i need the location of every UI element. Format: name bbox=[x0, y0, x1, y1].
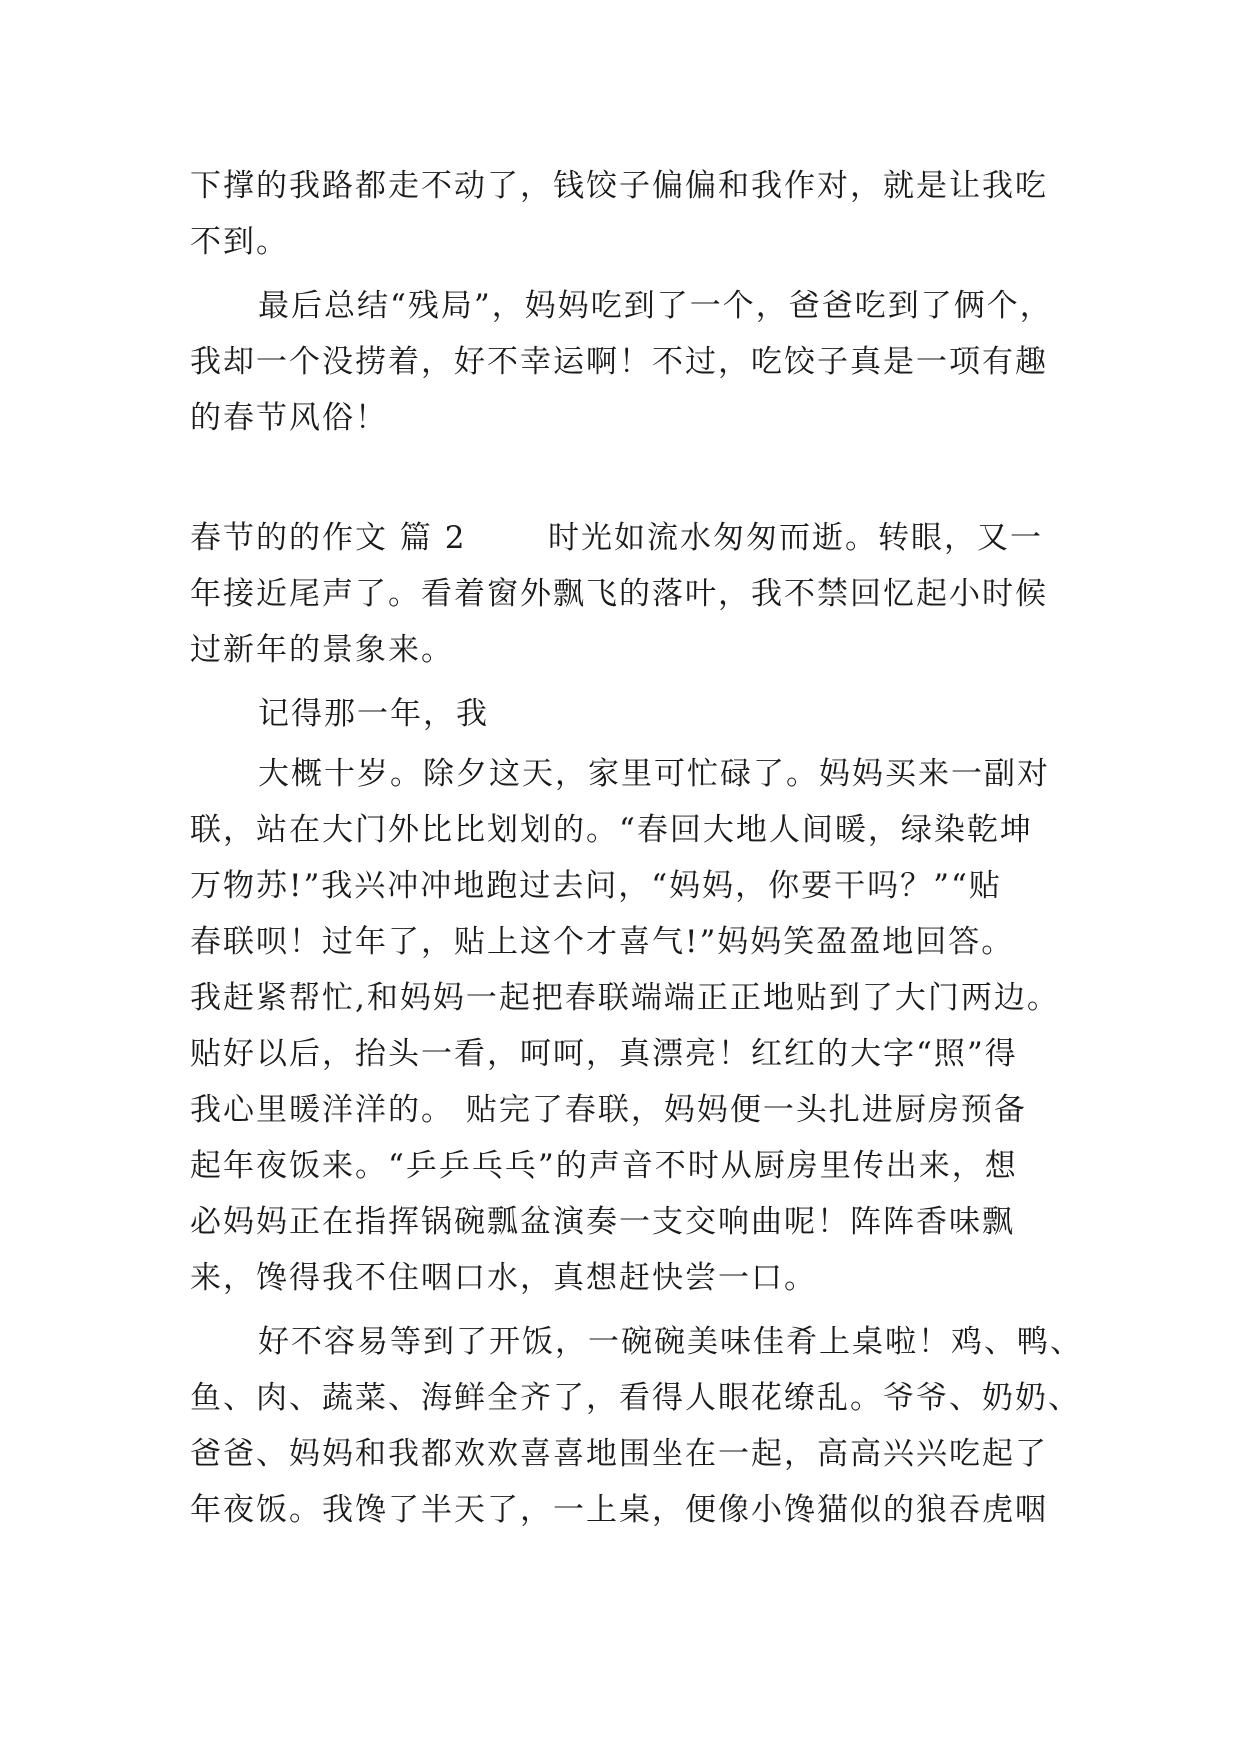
paragraph-start-line: 最后总结“残局”，妈妈吃到了一个，爸爸吃到了俩个， bbox=[258, 288, 1053, 324]
text-line: 下撑的我路都走不动了，钱饺子偏偏和我作对，就是让我吃 bbox=[190, 168, 1048, 204]
text-line: 的春节风俗！ bbox=[190, 400, 388, 436]
text-line: 鱼、肉、蔬菜、海鲜全齐了，看得人眼花缭乱。爷爷、奶奶、 bbox=[190, 1380, 1081, 1416]
text-line: 爸爸、妈妈和我都欢欢喜喜地围坐在一起，高高兴兴吃起了 bbox=[190, 1436, 1048, 1472]
text-line: 年接近尾声了。看着窗外飘飞的落叶，我不禁回忆起小时候 bbox=[190, 576, 1048, 612]
text-line: 贴好以后，抬头一看，呵呵，真漂亮！红红的大字“照”得 bbox=[190, 1036, 1018, 1072]
text-line: 不到。 bbox=[190, 224, 289, 260]
text-line: 联，站在大门外比比划划的。“春回大地人间暖，绿染乾坤 bbox=[190, 812, 1033, 848]
text-line: 过新年的景象来。 bbox=[190, 632, 454, 668]
text-line: 我却一个没捞着，好不幸运啊！不过，吃饺子真是一项有趣 bbox=[190, 344, 1048, 380]
section-title: 春节的的作文 篇 2 bbox=[190, 520, 467, 556]
text-line: 春联呗！过年了，贴上这个才喜气!”妈妈笑盈盈地回答。 bbox=[190, 924, 1015, 960]
text-line: 时光如流水匆匆而逝。转眼，又一 bbox=[548, 520, 1043, 556]
text-line: 起年夜饭来。“乒乒乓乓”的声音不时从厨房里传出来，想 bbox=[190, 1148, 1018, 1184]
text-line: 必妈妈正在指挥锅碗瓢盆演奏一支交响曲呢！阵阵香味飘 bbox=[190, 1204, 1015, 1240]
paragraph-start-line: 记得那一年，我 bbox=[258, 696, 489, 732]
paragraph-start-line: 好不容易等到了开饭，一碗碗美味佳肴上桌啦！鸡、鸭、 bbox=[258, 1324, 1083, 1360]
paragraph-start-line: 大概十岁。除夕这天，家里可忙碌了。妈妈买来一副对 bbox=[258, 756, 1050, 792]
text-line: 万物苏!”我兴冲冲地跑过去问，“妈妈，你要干吗？”“贴 bbox=[190, 868, 1002, 904]
text-line: 年夜饭。我馋了半天了，一上桌，便像小馋猫似的狼吞虎咽 bbox=[190, 1492, 1048, 1528]
text-line: 我赶紧帮忙,和妈妈一起把春联端端正正地贴到了大门两边。 bbox=[190, 980, 1060, 1016]
text-line: 我心里暖洋洋的。 贴完了春联，妈妈便一头扎进厨房预备 bbox=[190, 1092, 1027, 1128]
text-line: 来，馋得我不住咽口水，真想赶快尝一口。 bbox=[190, 1260, 817, 1296]
